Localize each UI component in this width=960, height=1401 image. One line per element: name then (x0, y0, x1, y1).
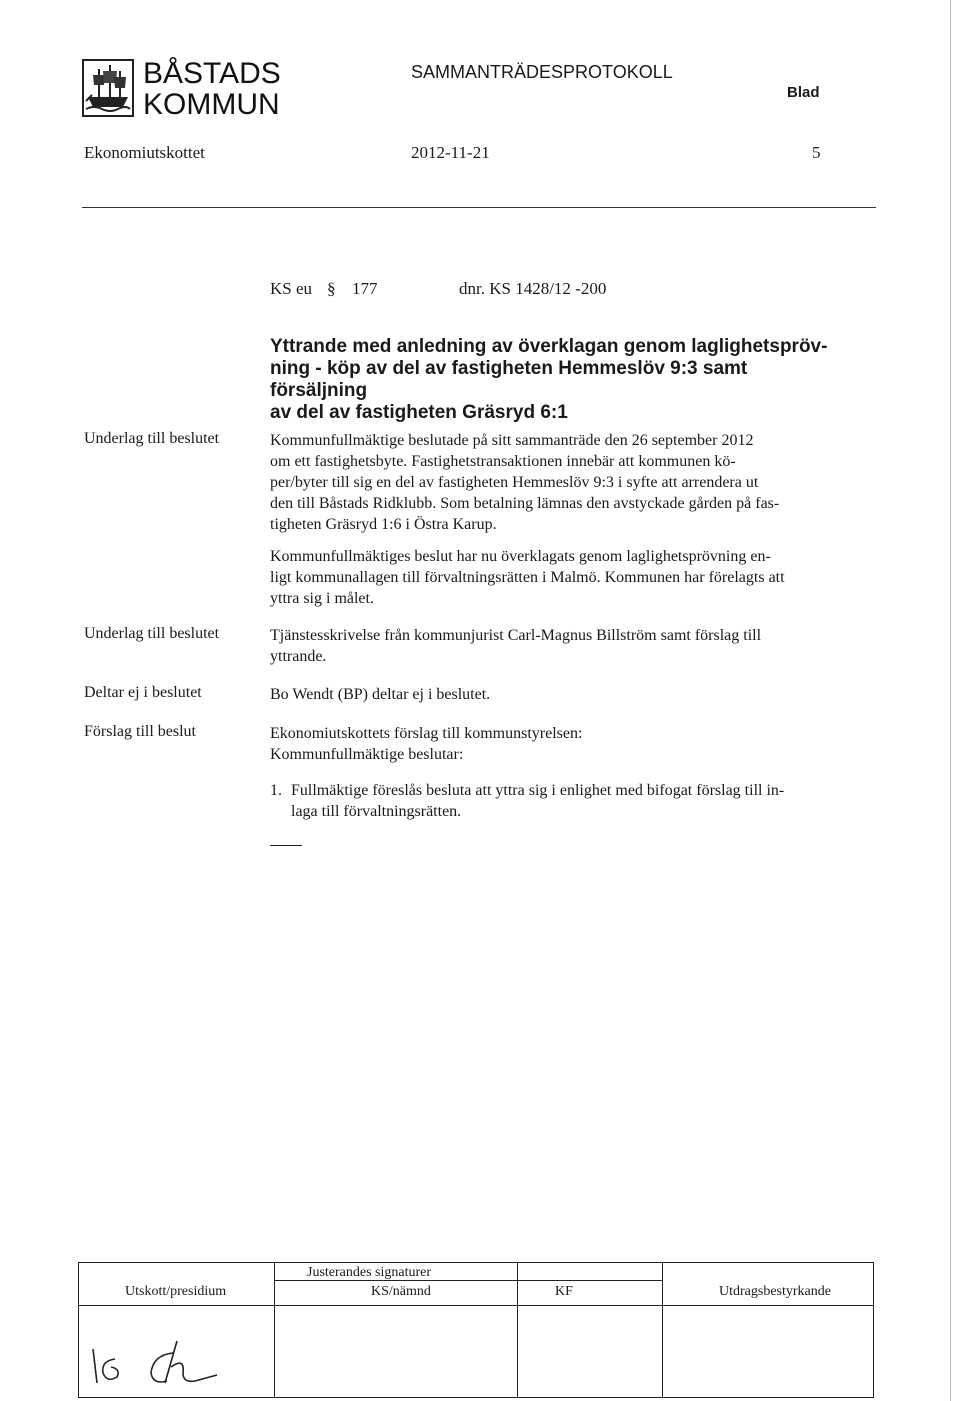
column-divider (662, 1263, 663, 1397)
header-divider (82, 207, 876, 208)
page-number: 5 (812, 143, 821, 162)
item-title-line: Yttrande med anledning av överklagan genom laglighetspröv- (270, 336, 828, 357)
section-label: Underlag till beslutet (84, 625, 220, 642)
meeting-date: 2012-11-21 (411, 143, 490, 162)
section-label: Underlag till beslutet (84, 430, 220, 447)
body-line: Ekonomiutskottets förslag till kommunstyrelsen: (270, 725, 583, 742)
diary-number: dnr. KS 1428/12 -200 (459, 279, 607, 298)
item-title-line: ning - köp av del av fastigheten Hemmeslöv 9:3 samt försäljning (270, 358, 748, 401)
municipality-coat-of-arms-logo (82, 59, 134, 117)
column-divider (517, 1263, 518, 1397)
body-line: per/byter till sig en del av fastigheten Hemmeslöv 9:3 i syfte att arrendera ut (270, 474, 759, 491)
body-line: laga till förvaltningsrätten. (291, 803, 462, 820)
body-line: den till Båstads Ridklubb. Som betalning lämnas den avstyckade gården på fas- (270, 495, 780, 512)
item-title-line: av del av fastigheten Gräsryd 6:1 (270, 402, 568, 423)
row-divider (79, 1305, 873, 1306)
section-sign: § (327, 279, 336, 298)
section-body (270, 546, 842, 609)
section-label: Förslag till beslut (84, 723, 196, 740)
body-line: Tjänstesskrivelse från kommunjurist Carl-Magnus Billström samt förslag till (270, 627, 762, 644)
body-line: Kommunfullmäktige beslutar: (270, 746, 464, 763)
page-label: Blad (787, 84, 820, 101)
body-line: tigheten Gräsryd 1:6 i Östra Karup. (270, 516, 497, 533)
item-title (270, 336, 830, 424)
body-line: Kommunfullmäktiges beslut har nu överklagats genom laglighetsprövning en- (270, 548, 771, 565)
list-number: 1. (270, 782, 282, 799)
section-body (270, 684, 842, 705)
column-label-utdragsbestyrkande: Utdragsbestyrkande (719, 1284, 831, 1299)
list-item (291, 780, 851, 822)
case-reference-prefix: KS eu (270, 279, 313, 298)
column-label-kf: KF (555, 1284, 573, 1299)
municipality-name-line1: BÅSTADS (143, 57, 281, 90)
end-of-item-rule (270, 845, 302, 846)
signatures-heading: Justerandes signaturer (307, 1265, 432, 1280)
section-label: Deltar ej i beslutet (84, 684, 202, 701)
body-line: yttra sig i målet. (270, 590, 374, 607)
body-line: om ett fastighetsbyte. Fastighetstransaktionen innebär att kommunen kö- (270, 453, 736, 470)
column-divider (274, 1263, 275, 1397)
section-body (270, 430, 842, 535)
heading-underline (274, 1280, 663, 1281)
body-line: Bo Wendt (BP) deltar ej i beslutet. (270, 686, 491, 703)
body-line: Fullmäktige föreslås besluta att yttra sig i enlighet med bifogat förslag till in- (291, 782, 785, 799)
scan-edge-line (950, 0, 951, 1401)
body-line: Kommunfullmäktige beslutade på sitt sammanträde den 26 september 2012 (270, 432, 754, 449)
municipality-name-line2: KOMMUN (143, 88, 280, 121)
column-label-ks-namnd: KS/nämnd (371, 1284, 431, 1299)
body-line: yttrande. (270, 648, 327, 665)
committee-name: Ekonomiutskottet (84, 143, 205, 162)
section-body (270, 723, 842, 765)
section-body (270, 625, 842, 667)
body-line: ligt kommunallagen till förvaltningsrätten i Malmö. Kommunen har förelagts att (270, 569, 785, 586)
signature-table (78, 1262, 874, 1398)
section-number: 177 (352, 279, 378, 298)
ship-emblem-icon (84, 61, 132, 115)
handwritten-initials-signature (87, 1307, 237, 1387)
column-label-utskott: Utskott/presidium (125, 1284, 227, 1299)
document-type: SAMMANTRÄDESPROTOKOLL (411, 62, 673, 82)
